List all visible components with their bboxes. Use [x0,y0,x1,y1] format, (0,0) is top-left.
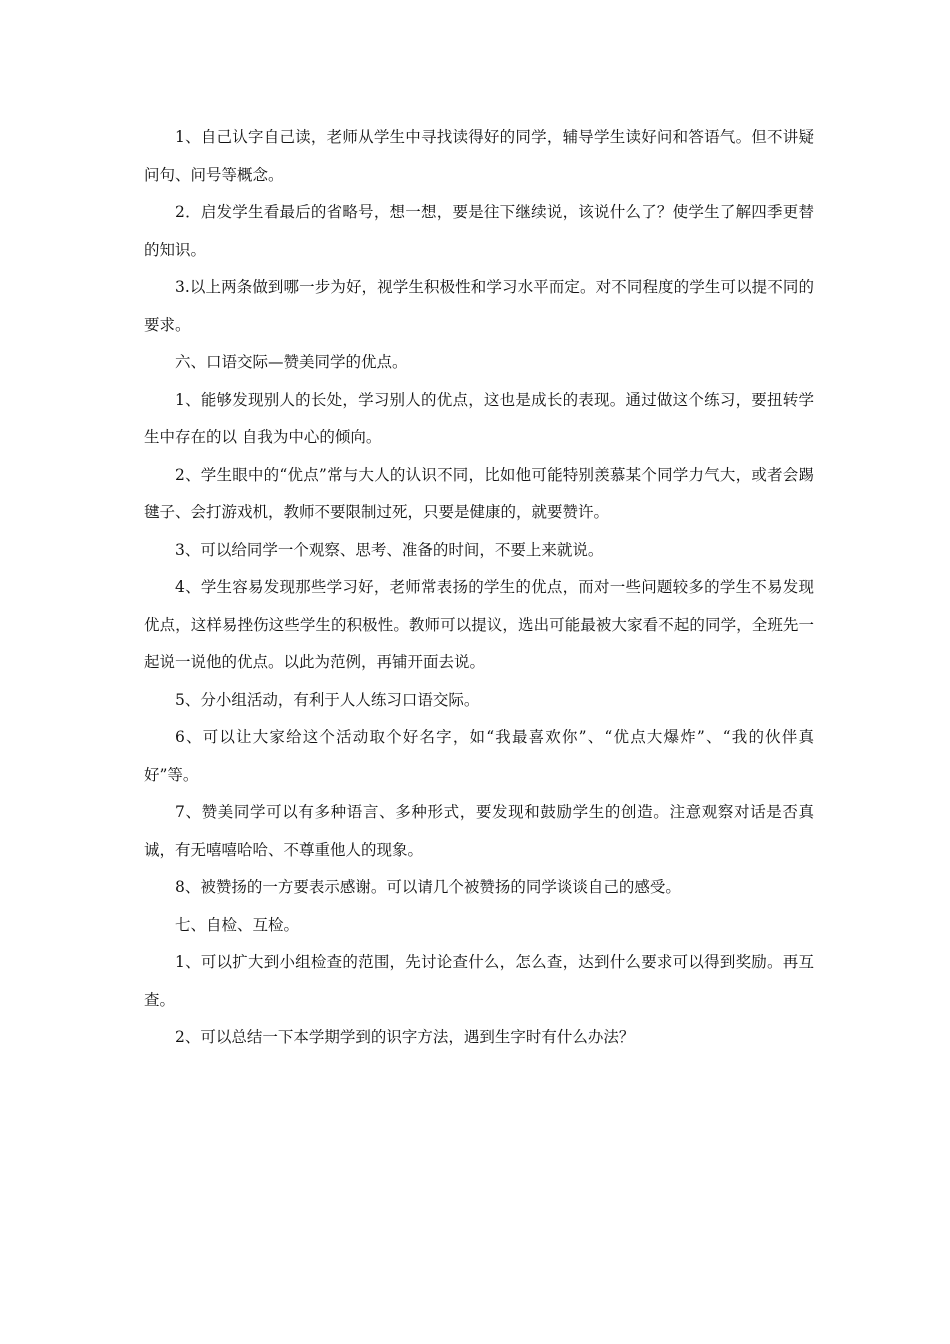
paragraph-10: 6、可以让大家给这个活动取个好名字，如“我最喜欢你”、“优点大爆炸”、“我的伙伴真好”等。 [144,728,814,784]
paragraph-12: 8、被赞扬的一方要表示感谢。可以请几个被赞扬的同学谈谈自己的感受。 [175,878,681,896]
paragraph-15: 2、可以总结一下本学期学到的识字方法，遇到生字时有什么办法？ [175,1028,635,1046]
paragraph-7: 3、可以给同学一个观察、思考、准备的时间，不要上来就说。 [175,540,604,559]
paragraph-3: 3.以上两条做到哪一步为好，视学生积极性和学习水平而定。对不同程度的学生可以提不同的要求。 [144,278,814,334]
paragraph-14: 1、可以扩大到小组检查的范围，先讨论查什么，怎么查，达到什么要求可以得到奖励。再互查。 [144,953,814,1009]
paragraph-5: 1、能够发现别人的长处，学习别人的优点，这也是成长的表现。通过做这个练习，要扭转学生中存在的以 自我为中心的倾向。 [144,390,814,446]
paragraph-8: 4、学生容易发现那些学习好，老师常表扬的学生的优点，而对一些问题较多的学生不易发现优点，这样易挫伤这些学生的积极性。教师可以提议，选出可能最被大家看不起的同学，全班先一起说一说他的优点。以此为范例，再铺开面去说。 [144,578,814,671]
section-heading-6: 六、口语交际—赞美同学的优点。 [175,353,408,371]
document-body [144,119,814,1057]
paragraph-2: 2．启发学生看最后的省略号，想一想，要是往下继续说，该说什么了？使学生了解四季更替的知识。 [144,203,814,259]
paragraph-6: 2、学生眼中的“优点”常与大人的认识不同，比如他可能特别羡慕某个同学力气大，或者会踢毽子、会打游戏机，教师不要限制过死，只要是健康的，就要赞许。 [144,465,814,521]
paragraph-9: 5、分小组活动，有利于人人练习口语交际。 [175,690,480,709]
section-heading-7: 七、自检、互检。 [175,915,300,934]
paragraph-1: 1、自己认字自己读，老师从学生中寻找读得好的同学，辅导学生读好问和答语气。但不讲疑问句、问号等概念。 [144,128,814,184]
paragraph-11: 7、赞美同学可以有多种语言、多种形式，要发现和鼓励学生的创造。注意观察对话是否真诚，有无嘻嘻哈哈、不尊重他人的现象。 [144,803,814,859]
